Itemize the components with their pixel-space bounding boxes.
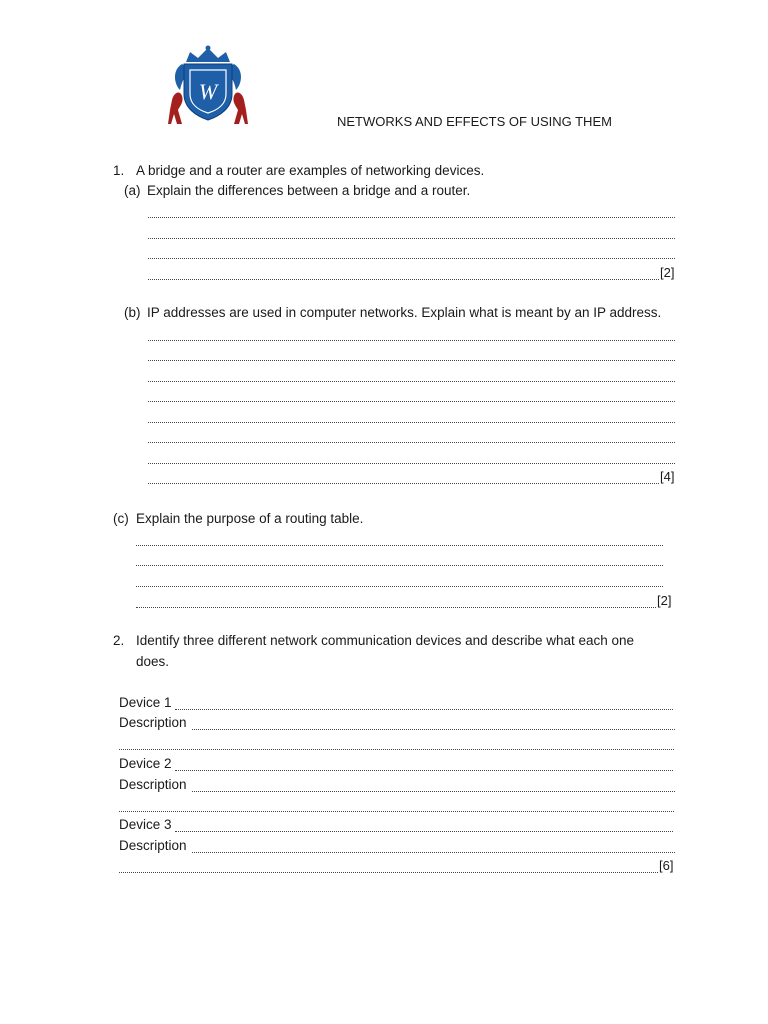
device-2-label: Device 2 xyxy=(119,756,172,771)
answer-line[interactable] xyxy=(148,428,675,443)
answer-line[interactable] xyxy=(175,817,673,832)
answer-line[interactable] xyxy=(148,244,675,259)
answer-line[interactable] xyxy=(148,408,675,423)
description-3-label: Description xyxy=(119,838,187,853)
marks-2: [6] xyxy=(659,858,674,873)
marks-1a: [2] xyxy=(660,265,675,280)
answer-line[interactable] xyxy=(175,695,673,710)
answer-line[interactable] xyxy=(148,224,675,239)
part-label-1c: (c) xyxy=(113,511,129,526)
answer-line[interactable] xyxy=(119,797,674,812)
part-label-1b: (b) xyxy=(124,305,141,320)
answer-line[interactable] xyxy=(136,531,663,546)
question-2-line-2: does. xyxy=(136,654,170,669)
answer-line[interactable] xyxy=(148,387,675,402)
question-1b-text: IP addresses are used in computer networks. Explain what is meant by an IP address. xyxy=(147,305,662,320)
answer-line[interactable] xyxy=(192,838,675,853)
question-number-2: 2. xyxy=(113,633,125,648)
answer-line[interactable] xyxy=(148,265,659,280)
svg-text:W: W xyxy=(198,79,218,104)
answer-line[interactable] xyxy=(136,593,656,608)
school-crest-logo xyxy=(168,44,248,132)
page-title: NETWORKS AND EFFECTS OF USING THEM xyxy=(337,114,612,129)
description-2-label: Description xyxy=(119,777,187,792)
question-number-1: 1. xyxy=(113,163,125,178)
question-1-stem: A bridge and a router are examples of networking devices. xyxy=(136,163,485,178)
answer-line[interactable] xyxy=(136,551,663,566)
question-1c-text: Explain the purpose of a routing table. xyxy=(136,511,364,526)
answer-line[interactable] xyxy=(148,326,675,341)
answer-line[interactable] xyxy=(148,346,675,361)
answer-line[interactable] xyxy=(192,715,675,730)
question-2-line-1: Identify three different network communication devices and describe what each one xyxy=(136,633,635,648)
answer-line[interactable] xyxy=(148,203,675,218)
answer-line[interactable] xyxy=(148,367,675,382)
description-1-label: Description xyxy=(119,715,187,730)
marks-1b: [4] xyxy=(660,469,675,484)
answer-line[interactable] xyxy=(192,777,675,792)
answer-line[interactable] xyxy=(148,469,659,484)
question-1a-text: Explain the differences between a bridge and a router. xyxy=(147,183,471,198)
device-1-label: Device 1 xyxy=(119,695,172,710)
answer-line[interactable] xyxy=(119,735,674,750)
answer-line[interactable] xyxy=(148,449,675,464)
marks-1c: [2] xyxy=(657,593,672,608)
part-label-1a: (a) xyxy=(124,183,141,198)
answer-line[interactable] xyxy=(119,858,658,873)
answer-line[interactable] xyxy=(175,756,673,771)
device-3-label: Device 3 xyxy=(119,817,172,832)
answer-line[interactable] xyxy=(136,572,663,587)
